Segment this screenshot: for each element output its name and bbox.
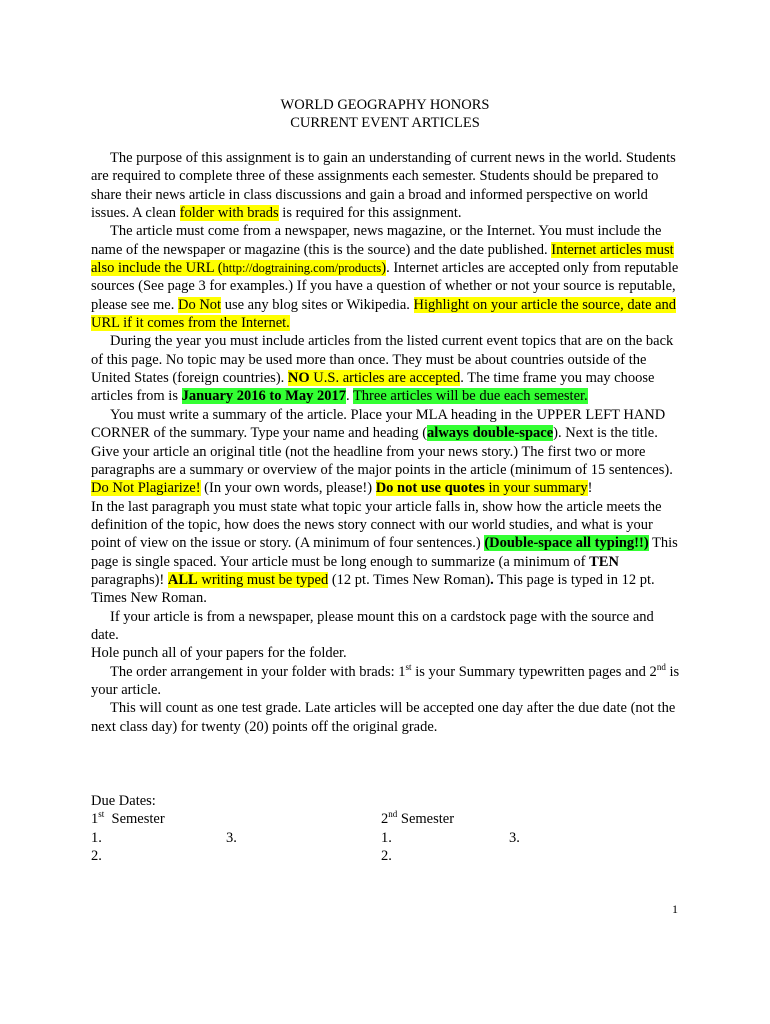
document-title: WORLD GEOGRAPHY HONORS: [280, 97, 490, 113]
paragraph-grading: This will count as one test grade. Late articles will be accepted one day after the due date (not the next class day) for twenty (20) points off the original grade.: [91, 700, 676, 735]
highlight-time-frame: January 2016 to May 2017: [181, 388, 346, 405]
highlight-plagiarize: Do Not Plagiarize!: [91, 480, 201, 497]
semester-2-label: 2nd Semester: [381, 809, 455, 827]
paragraph-hole-punch: Hole punch all of your papers for the folder.: [91, 645, 347, 662]
paragraph-purpose: The purpose of this assignment is to gain an understanding of current news in the world. Students are required to complete three of these assignments each semester. Students should be prepared to share their news article in class discussions and gain a broad and informed perspective on world issues. A clean folder with brads is required for this assignment.: [91, 150, 676, 222]
highlight-no-us: NO U.S. articles are accepted: [287, 370, 461, 387]
highlight-double-space: always double-space: [427, 425, 554, 442]
document-subtitle: CURRENT EVENT ARTICLES: [290, 115, 480, 131]
highlight-do-not: Do Not: [177, 296, 222, 313]
highlight-url-rule: Internet articles must also include the URL (http://dogtraining.com/products): [91, 241, 674, 277]
paragraph-order: The order arrangement in your folder with brads: 1st is your Summary typewritten pages and 2nd is your article.: [91, 661, 680, 698]
semester-1-item-1: 1.: [91, 830, 102, 846]
highlight-double-space-all: (Double-space all typing!!): [484, 535, 649, 552]
semester-2-item-3: 3.: [509, 830, 520, 846]
paragraph-summary: You must write a summary of the article. Place your MLA heading in the UPPER LEFT HAND CORNER of the summary. Type your name and heading (always double-space). Next is the title. Give your article an original title (not the headline from your news story.) The first two or more paragraphs are a summary or overview of the major points in the article (minimum of 15 sentences). Do Not Plagiarize! (In your own words, please!) Do not use quotes in your summary!: [91, 406, 673, 497]
highlight-folder: folder with brads: [179, 205, 279, 222]
due-dates-heading: Due Dates:: [91, 793, 156, 809]
semester-1-label: 1st Semester: [91, 809, 165, 827]
page-number: 1: [672, 902, 678, 916]
paragraph-last-paragraph: In the last paragraph you must state what topic your article falls in, show how the article meets the definition of the topic, how does the news story connect with our world studies, and what is your point of view on the issue or story. (A minimum of four sentences.) (Double-space all typing!!) This page is single spaced. Your article must be long enough to summarize (a minimum of TEN paragraphs)! ALL writing must be typed (12 pt. Times New Roman). This page is typed in 12 pt. Times New Roman.: [91, 498, 678, 607]
paragraph-topics: During the year you must include articles from the listed current event topics that are on the back of this page. No topic may be used more than once. They must be about countries outside of the United States (foreign countries). NO U.S. articles are accepted. The time frame you may choose articles from is January 2016 to May 2017. Three articles will be due each semester.: [91, 333, 674, 405]
example-url: http://dogtraining.com/products: [222, 261, 382, 276]
paragraph-source: The article must come from a newspaper, news magazine, or the Internet. You must include the name of the newspaper or magazine (this is the source) and the date published. Internet articles must also include the URL (http://dogtraining.com/products). Internet articles are accepted only from reputable sources (See page 3 for examples.) If you have a question of whether or not your source is reputable, please see me. Do Not use any blog sites or Wikipedia. Highlight on your article the source, date and URL if it comes from the Internet.: [91, 223, 679, 332]
highlight-quotes: Do not use quotes in your summary: [375, 480, 588, 497]
semester-2-item-1: 1.: [381, 830, 392, 846]
paragraph-newspaper: If your article is from a newspaper, please mount this on a cardstock page with the source and date.: [91, 608, 654, 643]
highlight-highlight-rule: Highlight on your article the source, date and URL if it comes from the Internet.: [91, 296, 677, 332]
semester-1-item-2: 2.: [91, 848, 102, 864]
assignment-body: [91, 149, 681, 736]
highlight-three-articles: Three articles will be due each semester.: [352, 388, 588, 405]
semester-2-item-2: 2.: [381, 848, 392, 864]
highlight-typed: ALL writing must be typed: [167, 571, 329, 588]
semester-1-item-3: 3.: [226, 830, 237, 846]
